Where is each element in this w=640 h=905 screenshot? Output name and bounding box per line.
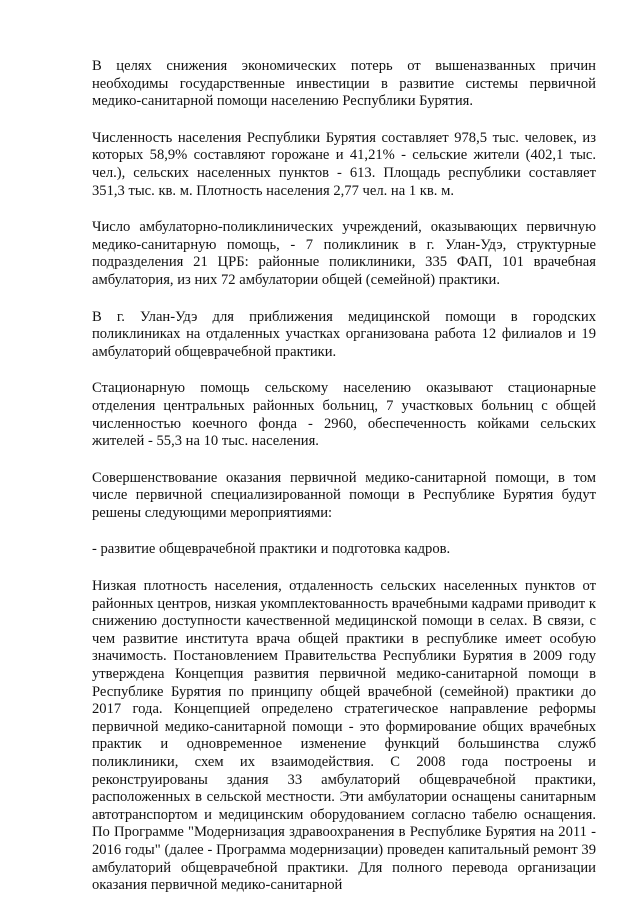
paragraph-general-practice-item: - развитие общеврачебной практики и подготовка кадров. [92,541,451,558]
paragraph-inpatient-care: Стационарную помощь сельскому населению оказывают стационарные отделения центральных районных больниц, 7 участковых больниц с общей численностью коечного фонда - 2960, обеспеченность койками сельских жителей - 55,3 на 10 тыс. населения. [92,380,596,450]
paragraph-outpatient-institutions: Число амбулаторно-поликлинических учреждений, оказывающих первичную медико-санитарную помощь, - 7 поликлиник в г. Улан-Удэ, структурные подразделения 21 ЦРБ: районные поликлиники, 335 ФАП, 101 врачебная амбулатория, из них 72 амбулатории общей (семейной) практики. [92,219,596,288]
paragraph-investments: В целях снижения экономических потерь от вышеназванных причин необходимы государственные инвестиции в развитие системы первичной медико-санитарной помощи населению Республики Бурятия. [92,58,596,110]
paragraph-improvement-measures: Совершенствование оказания первичной медико-санитарной помощи, в том числе первичной специализированной помощи в Республике Бурятия будут решены следующими мероприятиями: [92,469,596,521]
document-page [92,58,596,895]
paragraph-ulan-ude-branches: В г. Улан-Удэ для приближения медицинской помощи в городских поликлиниках на отдаленных участках организована работа 12 филиалов и 19 амбулаторий общеврачебной практики. [92,308,596,360]
paragraph-population: Численность населения Республики Бурятия составляет 978,5 тыс. человек, из которых 58,9% составляют горожане и 41,21% - сельские жители (402,1 тыс. чел.), сельских населенных пунктов - 613. Площадь республики составляет 351,3 тыс. кв. м. Плотность населения 2,77 чел. на 1 кв. м. [92,129,596,199]
paragraph-general-practice-details: Низкая плотность населения, отдаленность сельских населенных пунктов от районных центров, низкая укомплектованность врачебными кадрами приводит к снижению доступности качественной медицинской помощи в селах. В связи, с чем развитие института врача общей практики в республике имеет особую значимость. Постановлением Правительства Республики Бурятия в 2009 году утверждена Концепция развития первичной медико-санитарной помощи в Республике Бурятия по принципу общей врачебной (семейной) практики до 2017 года. Концепцией определено стратегическое направление реформы первичной медико-санитарной помощи - это формирование общих врачебных практик и одновременное изменение функций большинства служб поликлиники, схем их взаимодействия. С 2008 года построены и реконструированы здания 33 амбулаторий общеврачебной практики, расположенных в сельской местности. Эти амбулатории оснащены санитарным автотранспортом и медицинским оборудованием согласно табелю оснащения. По Программе "Модернизация здравоохранения в Республике Бурятия на 2011 - 2016 годы" (далее - Программа модернизации) проведен капитальный ремонт 39 амбулаторий общеврачебной практики. Для полного перевода организации оказания первичной медико-санитарной [92,578,596,894]
